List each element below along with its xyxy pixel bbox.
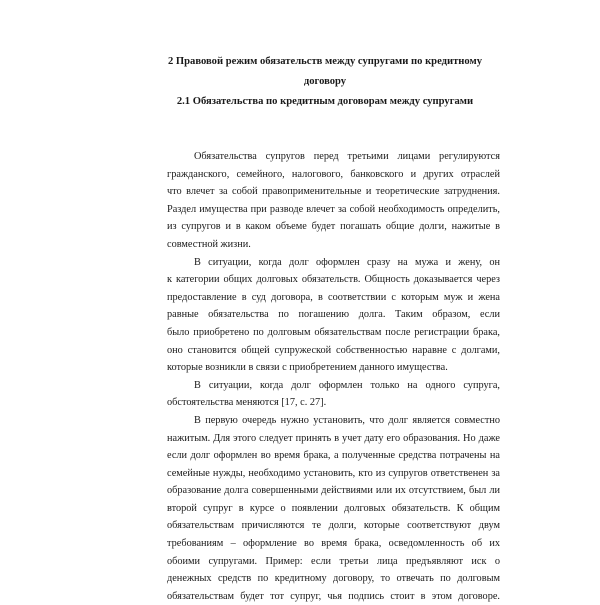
text-line: второй супруг в курсе о появлении долговых обязательств. К общим [167,502,500,514]
text-line: к категории общих долговых обязательств. Общность доказывается через [167,274,500,286]
text-line: требованиям – оформление во время брака, осведомленность об их [167,538,500,550]
text-line: В ситуации, когда долг оформлен сразу на мужа и жену, он [194,256,500,268]
text-line: если долг оформлен во время брака, а полученные средства потрачены на [167,450,500,462]
text-line: из супругов и в каком объеме будет погашать общие долги, нажитые в [167,221,500,233]
section-title-line-1: 2 Правовой режим обязательств между супругами по кредитному [167,56,483,67]
text-line: обоими супругами. Пример: если третьи лица предъявляют иск о [167,555,500,567]
text-line: которые возникли в связи с приобретением данного имущества. [167,362,448,374]
text-line: семейные нужды, необходимо установить, кто из супругов ответственен за [167,467,500,479]
text-line: образование долга совершенными действиями или их отсутствием, был ли [167,485,500,497]
section-heading-block [150,52,500,112]
text-line: обязательствам причисляются те долги, которые соответствуют двум [167,520,500,532]
text-line: обязательствам будет тот супруг, чья подпись стоит в этом договоре. [167,590,500,602]
text-line: что влечет за собой правоприменительные и теоретические затруднения. [167,186,500,198]
text-line: В ситуации, когда долг оформлен только на одного супруга, [194,379,500,391]
text-line: Раздел имущества при разводе влечет за собой необходимость определить, [167,203,500,215]
text-line: гражданского, семейного, налогового, банковского и других отраслей [167,168,500,180]
text-line: оно становится общей супружеской собственностью наравне с долгами, [167,344,500,356]
body-text [167,148,500,605]
text-line: В первую очередь нужно установить, что долг является совместно [194,414,500,426]
paragraph [167,148,500,254]
section-title-line-2: договору [303,76,347,87]
text-line: было приобретено по долговым обязательствам после регистрации брака, [167,326,500,338]
text-line: Обязательства супругов перед третьими лицами регулируются [194,151,500,162]
text-line: денежных средств по кредитному договору, то отвечать по долговым [167,573,500,585]
text-line: нажитым. Для этого следует принять в учет дату его образования. Но даже [167,432,500,444]
text-line: равные обязательства по погашению долга. Таким образом, если [167,309,500,321]
paragraph [167,254,500,377]
text-line: обстоятельства меняются [17, с. 27]. [167,397,327,409]
paragraph [167,377,500,412]
paragraph [167,412,500,605]
subsection-title: 2.1 Обязательства по кредитным договорам между супругами [176,96,474,107]
text-line: совместной жизни. [167,238,251,250]
text-line: предоставление в суд договора, в соответствии с которым муж и жена [167,291,500,303]
